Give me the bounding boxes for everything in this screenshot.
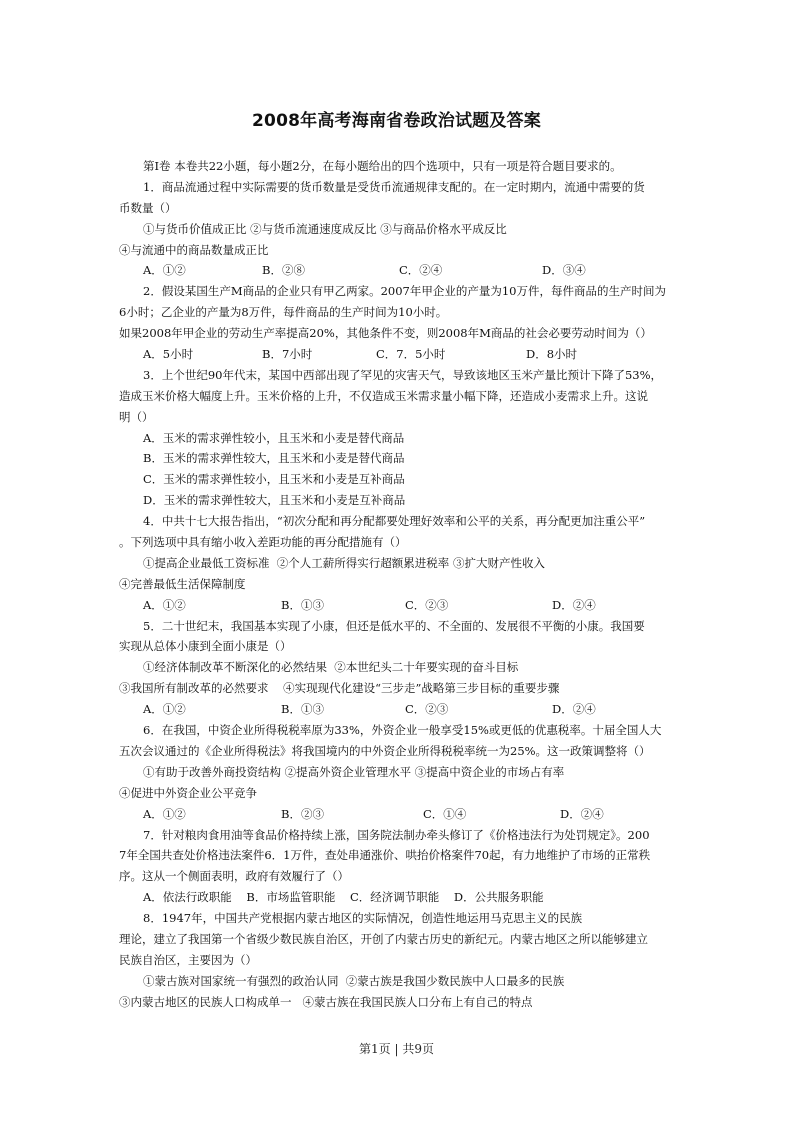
q1-option-d: D．③④ xyxy=(542,263,586,278)
q3-option-d: D．玉米的需求弹性较大，且玉米和小麦是互补商品 xyxy=(143,493,406,508)
q2-option-a: A．5小时 xyxy=(143,347,194,362)
q5-line-3: ①经济体制改革不断深化的必然结果 ②本世纪头二十年要实现的奋斗目标 xyxy=(143,660,519,675)
q6-options xyxy=(119,804,674,825)
q1-option-c: C．②④ xyxy=(399,263,443,278)
q6-option-a: A．①② xyxy=(143,806,186,821)
q4-line-4: ④完善最低生活保障制度 xyxy=(119,576,246,591)
q5-option-b: B．①③ xyxy=(281,702,324,717)
q4-options xyxy=(119,595,674,616)
q5-line-4: ③我国所有制改革的必然要求 ④实现现代化建设“三步走”战略第三步目标的重要步骤 xyxy=(119,681,560,696)
q2-option-c: C．7．5小时 xyxy=(376,347,446,362)
q5-line-1: 5．二十世纪末，我国基本实现了小康，但还是低水平的、不全面的、发展很不平衡的小康。我国要 xyxy=(143,618,645,633)
q1-options xyxy=(119,260,674,281)
q4-option-b: B．①③ xyxy=(281,597,324,612)
q8-line-5: ③内蒙古地区的民族人口构成单一 ④蒙古族在我国民族人口分布上有自己的特点 xyxy=(119,994,533,1009)
q2-options xyxy=(119,344,674,365)
q5-option-a: A．①② xyxy=(143,702,186,717)
q3-line-3: 明（） xyxy=(119,409,154,424)
q2-option-d: D．8小时 xyxy=(526,347,578,362)
q6-line-3: ①有助于改善外商投资结构 ②提高外资企业管理水平 ③提高中资企业的市场占有率 xyxy=(143,764,565,779)
q4-option-d: D．②④ xyxy=(552,597,596,612)
q4-option-c: C．②③ xyxy=(405,597,449,612)
page-footer: 第1页 | 共9页 xyxy=(359,1042,434,1056)
q2-option-b: B．7小时 xyxy=(262,347,313,362)
q6-line-1: 6．在我国，中资企业所得税税率原为33%，外资企业一般享受15%或更低的优惠税率。十届全国人大 xyxy=(143,723,662,738)
document-title: 2008年高考海南省卷政治试题及答案 xyxy=(252,111,541,131)
document-body xyxy=(119,156,674,1013)
q3-line-2: 造成玉米价格大幅度上升。玉米价格的上升，不仅造成玉米需求量小幅下降，还造成小麦需求上升。这说 xyxy=(119,388,648,403)
q5-option-d: D．②④ xyxy=(552,702,596,717)
q1-line-3: ①与货币价值成正比 ②与货币流通速度成反比 ③与商品价格水平成反比 xyxy=(143,221,507,236)
q7-line-3: 序。这从一个侧面表明，政府有效履行了（） xyxy=(119,869,349,884)
q1-line-1: 1．商品流通过程中实际需要的货币数量是受货币流通规律支配的。在一定时期内，流通中需要的货 xyxy=(143,179,645,194)
q5-line-2: 实现从总体小康到全面小康是（） xyxy=(119,639,292,654)
q4-option-a: A．①② xyxy=(143,597,186,612)
q6-option-b: B．②③ xyxy=(281,806,324,821)
q8-line-2: 理论，建立了我国第一个省级少数民族自治区，开创了内蒙古历史的新纪元。内蒙古地区之所以能够建立 xyxy=(119,931,648,946)
q1-line-2: 币数量（） xyxy=(119,200,177,215)
q7-line-1: 7．针对粮肉食用油等食品价格持续上涨，国务院法制办牵头修订了《价格违法行为处罚规定》。200 xyxy=(143,827,650,842)
q8-line-4: ①蒙古族对国家统一有强烈的政治认同 ②蒙古族是我国少数民族中人口最多的民族 xyxy=(143,973,565,988)
q3-option-b: B．玉米的需求弹性较大，且玉米和小麦是替代商品 xyxy=(143,451,405,466)
q8-line-1: 8．1947年，中国共产党根据内蒙古地区的实际情况，创造性地运用马克思主义的民族 xyxy=(143,911,583,926)
q3-option-a: A．玉米的需求弹性较小，且玉米和小麦是替代商品 xyxy=(143,430,405,445)
q2-line-2: 6小时；乙企业的产量为8万件，每件商品的生产时间为10小时。 xyxy=(119,305,448,320)
q2-line-3: 如果2008年甲企业的劳动生产率提高20%，其他条件不变，则2008年M商品的社会必要劳动时间为（） xyxy=(119,326,652,341)
q7-options: A．依法行政职能 B．市场监管职能 C．经济调节职能 D．公共服务职能 xyxy=(143,890,544,905)
q6-option-c: C．①④ xyxy=(423,806,467,821)
q3-option-c: C．玉米的需求弹性较小，且玉米和小麦是互补商品 xyxy=(143,472,405,487)
q7-line-2: 7年全国共查处价格违法案件6．1万件，查处串通涨价、哄抬价格案件70起，有力地维护了市场的正常秩 xyxy=(119,848,651,863)
q6-line-4: ④促进中外资企业公平竞争 xyxy=(119,785,257,800)
q1-line-4: ④与流通中的商品数量成正比 xyxy=(119,242,269,257)
q6-option-d: D．②④ xyxy=(560,806,604,821)
q4-line-3: ①提高企业最低工资标准 ②个人工薪所得实行超额累进税率 ③扩大财产性收入 xyxy=(143,555,545,570)
q1-option-a: A．①② xyxy=(143,263,186,278)
q5-options xyxy=(119,699,674,720)
q4-line-2: 。下列选项中具有缩小收入差距功能的再分配措施有（） xyxy=(119,535,407,550)
q1-option-b: B．②⑧ xyxy=(262,263,305,278)
q8-line-3: 民族自治区，主要因为（） xyxy=(119,952,257,967)
q3-line-1: 3．上个世纪90年代末，某国中西部出现了罕见的灾害天气，导致该地区玉米产量比预计下降了53%， xyxy=(143,367,663,382)
q6-line-2: 五次会议通过的《企业所得税法》将我国境内的中外资企业所得税税率统一为25%。这一政策调整将（） xyxy=(119,743,651,758)
q2-line-1: 2．假设某国生产M商品的企业只有甲乙两家。2007年甲企业的产量为10万件，每件商品的生产时间为 xyxy=(143,284,666,299)
q5-option-c: C．②③ xyxy=(405,702,449,717)
section-intro: 第Ⅰ卷 本卷共22小题，每小题2分，在每小题给出的四个选项中，只有一项是符合题目要求的。 xyxy=(143,159,622,173)
q4-line-1: 4．中共十七大报告指出，“初次分配和再分配都要处理好效率和公平的关系，再分配更加注重公平” xyxy=(143,514,646,529)
